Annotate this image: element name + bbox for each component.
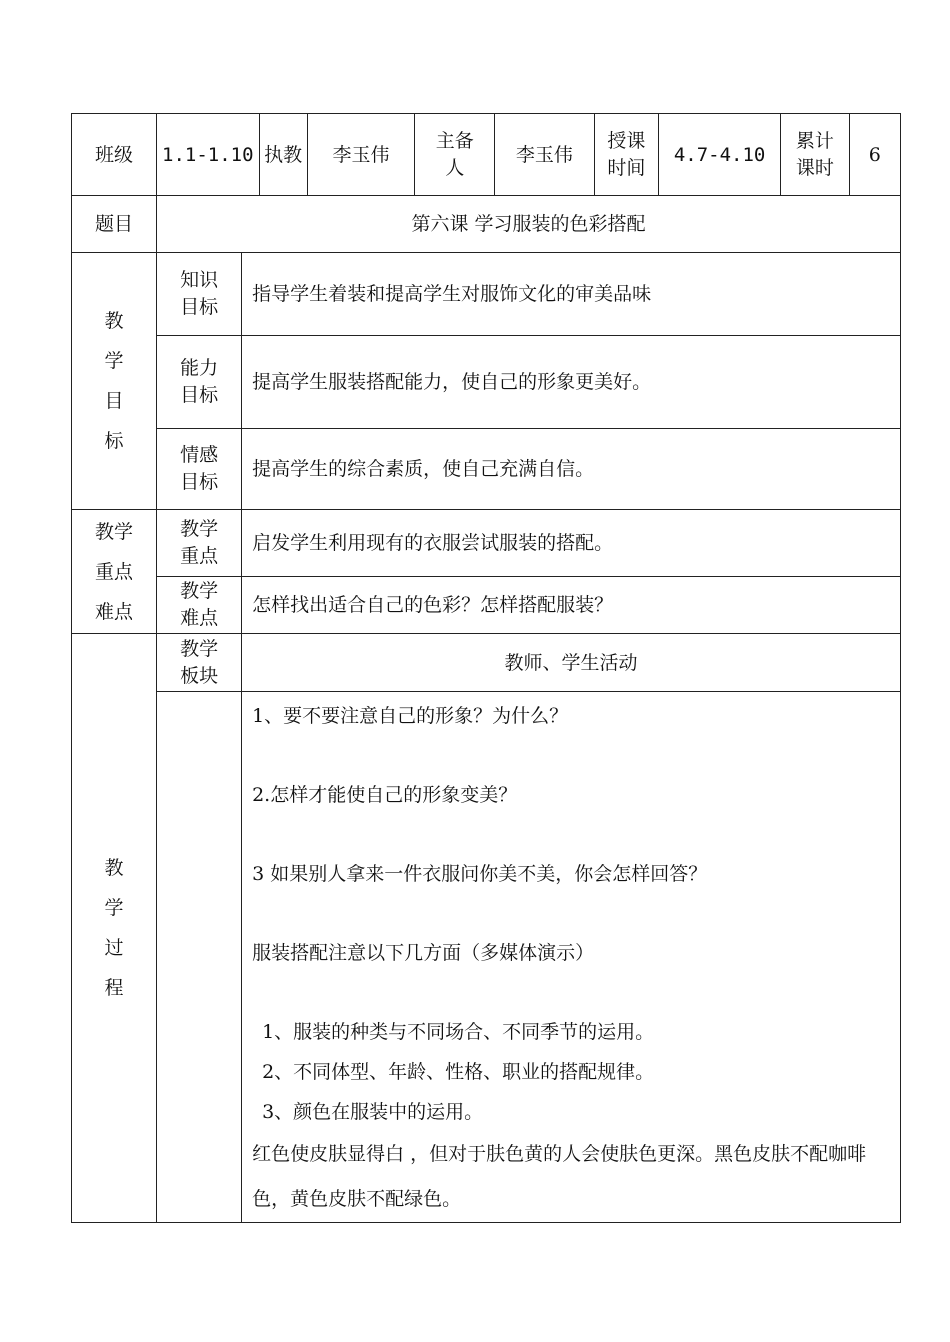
goals-label: 教 学 目 标 [72,253,157,510]
activity-line: 红色使皮肤显得白 ，但对于肤色黄的人会使肤色更深。黑色皮肤不配咖啡色，黄色皮肤不配绿色。 [252,1143,867,1210]
keypoints-label: 教学 重点 难点 [72,510,157,634]
hours-label: 累计 课时 [781,114,850,196]
difficulty-row [72,577,901,634]
activity-line: 1、要不要注意自己的形象？为什么？ [252,705,569,727]
activity-line: 服装搭配注意以下几方面（多媒体演示） [252,942,595,964]
activity-header: 教师、学生活动 [242,634,901,692]
process-content-row [72,692,901,1223]
difficulty-label: 教学 难点 [157,577,242,634]
class-value: 1.1-1.10 [157,114,259,196]
activity-content [242,692,901,1223]
ability-goal-text: 提高学生服装搭配能力，使自己的形象更美好。 [242,336,901,429]
knowledge-goal-label: 知识 目标 [157,253,242,336]
topic-label: 题目 [72,196,157,253]
key-point-label: 教学 重点 [157,510,242,577]
class-label: 班级 [72,114,157,196]
goal-ability-row [72,336,901,429]
activity-line: 3 如果别人拿来一件衣服问你美不美，你会怎样回答？ [252,863,708,885]
block-cell [157,692,242,1223]
process-label: 教 学 过 程 [72,634,157,1223]
topic-value: 第六课 学习服装的色彩搭配 [157,196,901,253]
activity-line: 2、不同体型、年龄、性格、职业的搭配规律。 [262,1061,655,1083]
time-value: 4.7-4.10 [659,114,781,196]
hours-value: 6 [849,114,900,196]
activity-line: 2.怎样才能使自己的形象变美？ [252,784,518,806]
time-label: 授课 时间 [594,114,659,196]
teacher-label: 执教 [259,114,307,196]
header-row [72,114,901,196]
ability-goal-label: 能力 目标 [157,336,242,429]
goal-knowledge-row [72,253,901,336]
difficulty-text: 怎样找出适合自己的色彩？怎样搭配服装？ [242,577,901,634]
emotion-goal-label: 情感 目标 [157,429,242,510]
teacher-value: 李玉伟 [307,114,415,196]
preparer-label: 主备 人 [415,114,495,196]
activity-line: 1、服装的种类与不同场合、不同季节的运用。 [262,1021,655,1043]
lesson-plan-table [71,113,901,1223]
key-point-row [72,510,901,577]
goal-emotion-row [72,429,901,510]
preparer-value: 李玉伟 [495,114,594,196]
topic-row [72,196,901,253]
key-point-text: 启发学生利用现有的衣服尝试服装的搭配。 [242,510,901,577]
emotion-goal-text: 提高学生的综合素质，使自己充满自信。 [242,429,901,510]
block-label: 教学 板块 [157,634,242,692]
activity-line: 3、颜色在服装中的运用。 [262,1101,484,1123]
process-header-row [72,634,901,692]
knowledge-goal-text: 指导学生着装和提高学生对服饰文化的审美品味 [242,253,901,336]
